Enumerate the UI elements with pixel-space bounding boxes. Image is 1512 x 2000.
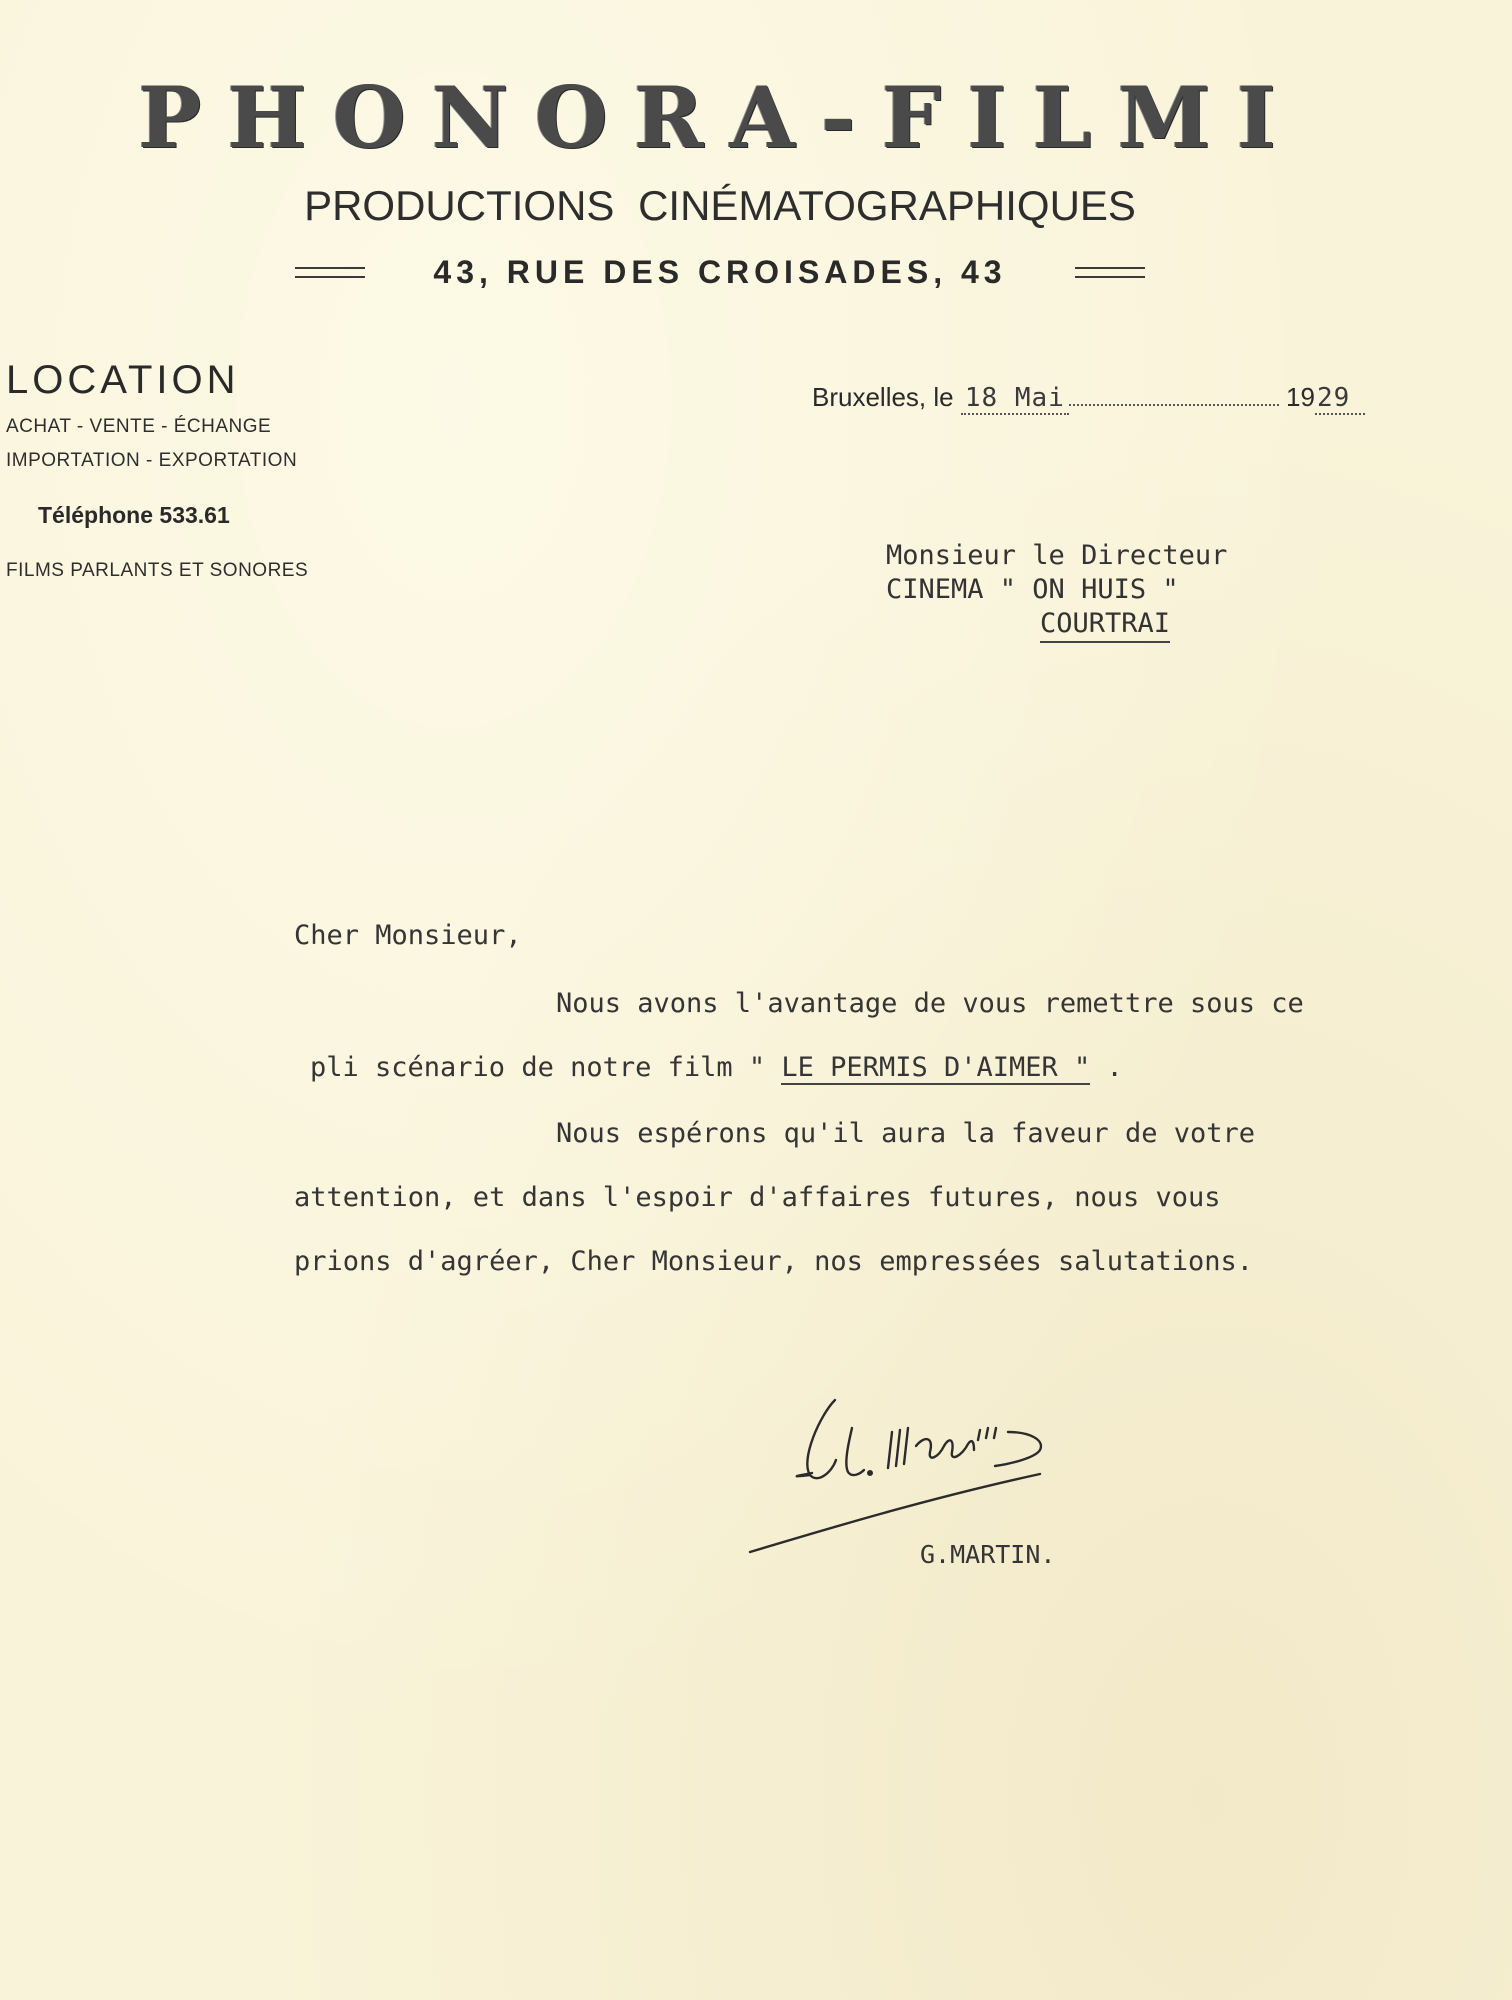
date-century: 19 (1286, 382, 1315, 412)
company-address: 43, RUE DES CROISADES, 43 (433, 254, 1007, 290)
double-rule-right (1075, 267, 1145, 278)
films-line: FILMS PARLANTS ET SONORES (6, 560, 309, 581)
paragraph-1-line-2-end: . (1090, 1052, 1123, 1083)
film-title: LE PERMIS D'AIMER " (781, 1052, 1091, 1083)
salutation: Cher Monsieur, (294, 920, 522, 951)
paragraph-2-line-3: prions d'agréer, Cher Monsieur, nos empressées salutations. (294, 1246, 1254, 1277)
paragraph-2-line-2: attention, et dans l'espoir d'affaires futures, nous vous (294, 1182, 1221, 1213)
company-address-line (295, 254, 1145, 291)
company-name: PHONORA-FILMI (138, 68, 1302, 167)
double-rule-left (295, 267, 365, 278)
location-title: LOCATION (6, 358, 240, 402)
services-line: ACHAT - VENTE - ÉCHANGE (6, 416, 272, 437)
date-dotted-fill (1069, 404, 1279, 406)
telephone: Téléphone 533.61 (38, 502, 230, 528)
date-line (812, 382, 1365, 415)
date-year: 29 (1315, 383, 1365, 415)
handwritten-signature (740, 1380, 1120, 1560)
paragraph-1-line-2 (310, 1052, 1123, 1083)
recipient-city: COURTRAI (1040, 608, 1170, 643)
date-prefix: Bruxelles, le (812, 382, 954, 412)
recipient-title: Monsieur le Directeur (886, 540, 1228, 571)
recipient-cinema: CINEMA " ON HUIS " (886, 574, 1179, 605)
trade-line: IMPORTATION - EXPORTATION (6, 450, 298, 471)
company-subtitle: PRODUCTIONS CINÉMATOGRAPHIQUES (304, 182, 1136, 229)
paragraph-1-line-2-start: pli scénario de notre film " (310, 1052, 782, 1083)
signer-name: G.MARTIN. (920, 1540, 1056, 1569)
paragraph-2-line-1: Nous espérons qu'il aura la faveur de votre (556, 1118, 1255, 1149)
paragraph-1-line-1: Nous avons l'avantage de vous remettre sous ce (556, 988, 1304, 1019)
date-day-month: 18 Mai (961, 383, 1069, 415)
